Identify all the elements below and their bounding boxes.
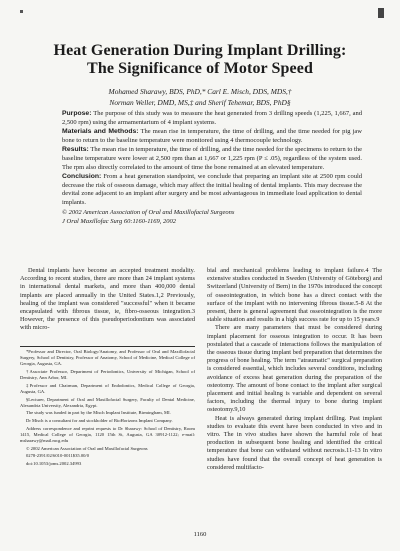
abstract-purpose (62, 110, 362, 127)
purpose-label: Purpose: (62, 110, 92, 117)
purpose-text: The purpose of this study was to measure the heat generated from 3 drilling speeds (1,225, 1,667, and 2,500 rpm) using the armamentarium of 4 implant systems. (62, 110, 362, 126)
abstract-copyright: © 2002 American Association of Oral and Maxillofacial Surgeons (62, 208, 235, 216)
right-column (207, 267, 382, 472)
footnote-divider (20, 346, 195, 347)
footnote: doi:10.1053/joms.2002.34993 (26, 460, 82, 466)
footnote: The study was funded in part by the Misch Implant Institute, Birmingham, MI. (26, 410, 171, 416)
footnotes (20, 349, 195, 468)
body-paragraph: There are many parameters that must be considered during implant placement for osseous integration to occur. It has been postulated that a cascade of interactions follows the manipulation of the osseous tissue during implant bed preparation that determines the progress of bone healing. The term "atraumatic" surgical preparation is considered essential, which includes several conditions, including avoidance of excess heat generation during the preparation of the osteotomy. The amount of bone contact to the implant after surgical placement and initial healing is variable and dependent on several factors, including the thermal injury to bone during implant osteotomy.9,10 (207, 324, 382, 414)
abstract (62, 110, 362, 228)
abstract-conclusion (62, 173, 362, 207)
methods-text: The mean rise in temperature, the time of drilling, and the time needed for pig jaw bone to return to the baseline temperature were monitored using 4 thermocouple technology. (62, 128, 362, 144)
authors-line-2: Norman Weller, DMD, MS,‡ and Sherif Tehemar, BDS, PhD§ (109, 98, 291, 107)
page-number: 1160 (193, 531, 207, 538)
abstract-citation: J Oral Maxillofac Surg 60:1160-1169, 2002 (62, 218, 176, 226)
authors-line-1: Mohamed Sharawy, BDS, PhD,* Carl E. Misch, DDS, MDS,† (108, 87, 292, 96)
title-line-1: Heat Generation During Implant Drilling: (53, 42, 347, 59)
footnote: © 2002 American Association of Oral and Maxillofacial Surgeons (26, 445, 148, 451)
body-paragraph: bial and mechanical problems leading to implant failure.4 The extensive studies conducted in Sweden (University of Göteborg) and Switzerland (University of Bern) in the 1970s introduced the concept of osseointegration, in which bone has a direct contact with the surface of the implant with no intervening fibrous tissue.5-8 At the present, there is general agreement that osseointegration is the more stable situation and results in a high success rate for up to 15 years.9 (207, 267, 382, 324)
footnote: 0278-2391/02/6010-0011$35.00/0 (26, 453, 89, 459)
footnote: §Lecturer, Department of Oral and Maxillofacial Surgery, Faculty of Dental Medicine, Alexandria University, Alexandria, Egypt. (20, 396, 195, 408)
results-text: The mean rise in temperature, the time of drilling, and the time needed for the specimens to return to the baseline temperature were lower at 2,500 rpm than at 1,667 or 1,225 rpm (P ≤ .05), regardless of the system used. The rpm also directly correlated to the amount of time the bone remained at an elevated temperature. (62, 146, 362, 171)
conclusion-text: From a heat generation standpoint, we conclude that preparing an implant site at 2500 rpm could decrease the risk of osseous damage, which may affect the initial healing of dental implants. This may decrease the devital zone adjacent to an implant after surgery and be most advantageous in immediate load application to dental implants. (62, 173, 363, 206)
footnote: †Associate Professor, Department of Periodontics, University of Michigan, School of Dentistry, Ann Arbor, MI. (20, 369, 195, 381)
methods-label: Materials and Methods: (62, 128, 139, 136)
abstract-results (62, 146, 362, 172)
scan-mark (378, 8, 384, 18)
body-paragraph: Heat is always generated during implant drilling. Past implant studies to evaluate this event have been conducted in vivo and in vitro. The in vivo studies have shown the harmful role of heat production in subsequent bone healing and identified the critical temperature that bone can withstand without necrosis.11-13 In vitro studies have found that the overall concept of heat generation is considered multifacto- (207, 414, 382, 471)
abstract-methods (62, 128, 362, 145)
footnote: *Professor and Director, Oral Biology/Anatomy, and Professor of Oral and Maxillofacial Surgery, School of Dentistry, Professor of Anatomy, School of Medicine, Medical College of Georgia, Augusta, GA. (20, 349, 195, 367)
footnote: Address correspondence and reprint requests to Dr Sharawy: School of Dentistry, Room 1415, Medical College of Georgia, 1120 15th St, Augusta, GA 30912-1122; e-mail: msharawy@mail.mcg.edu (20, 425, 195, 443)
conclusion-label: Conclusion: (62, 173, 102, 181)
footnote: Dr Misch is a consultant for and stockholder of BioHorizons Implant Company. (26, 417, 173, 423)
body-paragraph: Dental implants have become an accepted treatment modality. According to recent studies, there are more than 24 implant systems in international dental markets, and more than 400,000 dental implants are placed annually in the United States.1,2 Previously, healing of the implant was considered "successful" when it became encapsulated with fibrous tissue, ie, fibro-osseous integration.3 However, the presence of this pseudoperiodontium was associated with micro- (20, 267, 195, 332)
footnote: ‡Professor and Chairman, Department of Endodontics, Medical College of Georgia, Augusta, GA. (20, 382, 195, 394)
article-title (0, 42, 400, 78)
scan-dot (20, 10, 23, 13)
left-column (20, 267, 195, 333)
results-label: Results: (62, 146, 89, 154)
title-line-2: The Significance of Motor Speed (87, 60, 313, 77)
author-list (0, 86, 400, 108)
